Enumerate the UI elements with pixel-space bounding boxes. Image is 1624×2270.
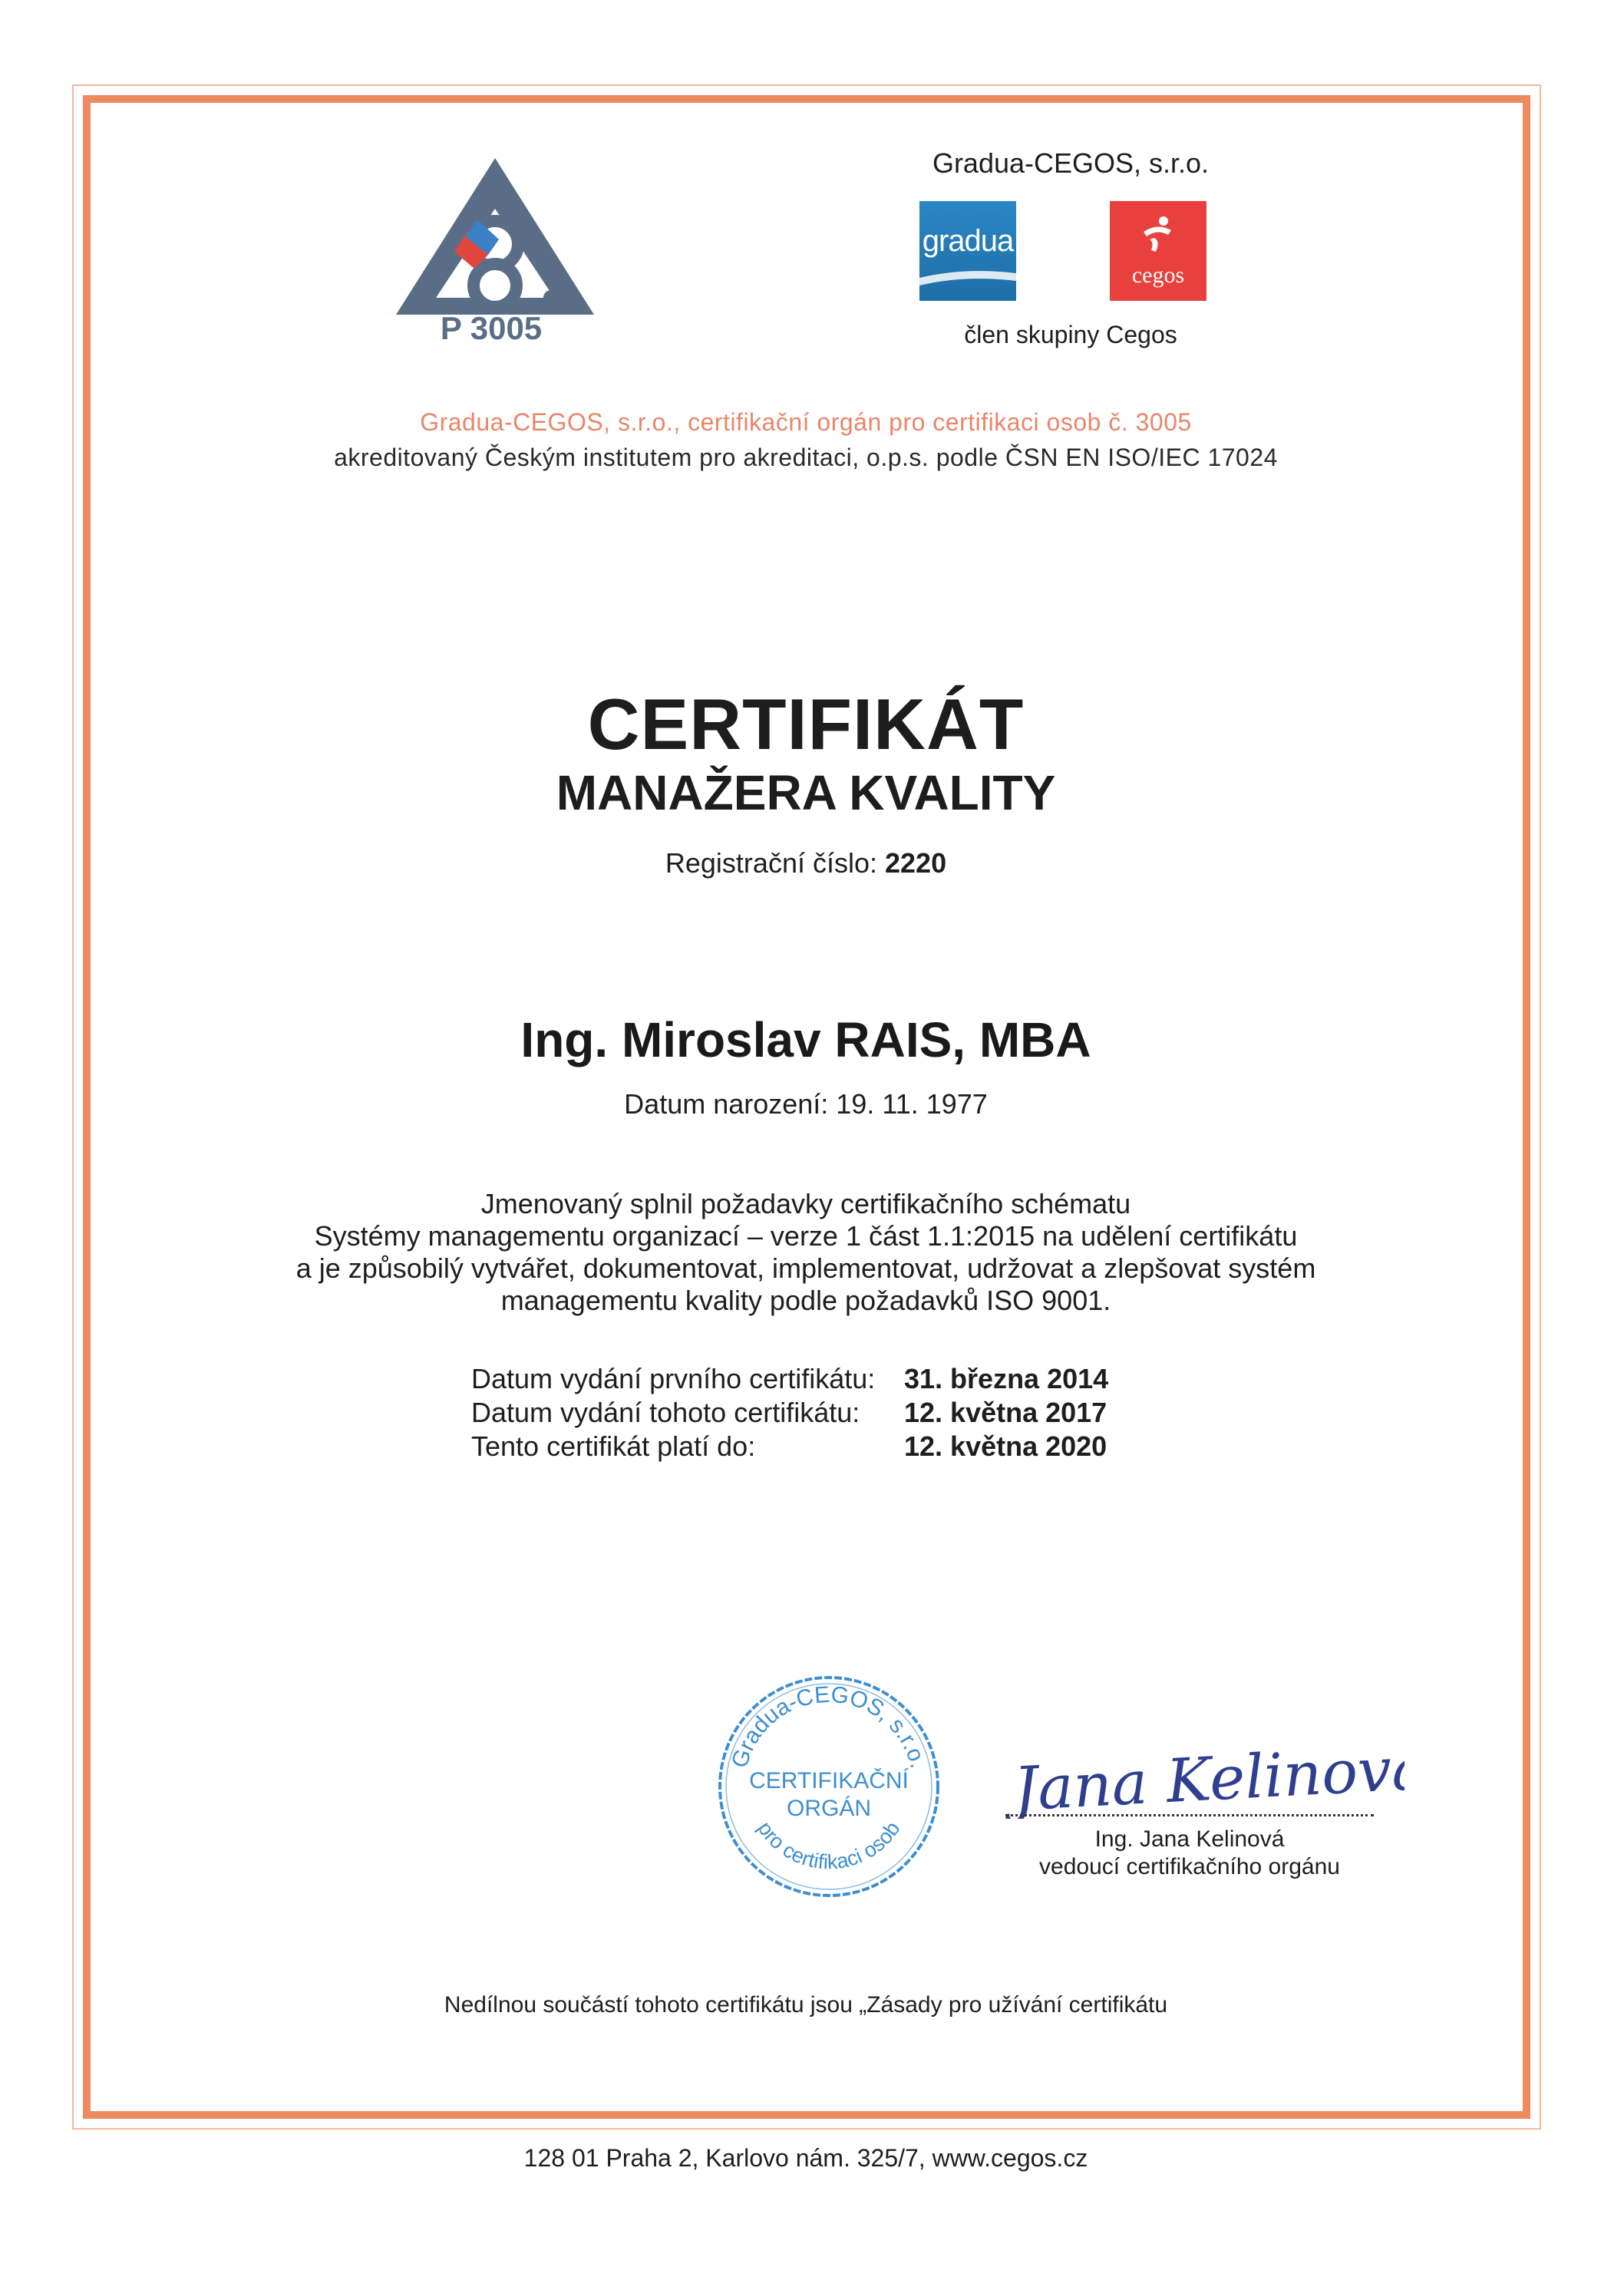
date-label: Tento certifikát platí do:	[471, 1430, 756, 1462]
signature-script: Jana Kelinová	[1012, 1734, 1404, 1819]
date-value: 12. května 2017	[904, 1397, 1107, 1428]
holder-date-of-birth: Datum narození: 19. 11. 1977	[624, 1088, 988, 1120]
date-value: 12. května 2020	[904, 1430, 1107, 1462]
date-label: Datum vydání prvního certifikátu:	[471, 1363, 876, 1394]
gradua-logo	[919, 201, 1016, 301]
registration-label: Registrační číslo:	[665, 847, 877, 879]
gradua-wave-icon	[919, 264, 1016, 295]
signature	[998, 1727, 1404, 1819]
signer-role: vedoucí certifikačního orgánu	[1039, 1854, 1340, 1879]
date-row-first-issue	[471, 1363, 1162, 1397]
date-row-this-issue	[471, 1397, 1162, 1430]
stamp-top-text: Gradua-CEGOS, s.r.o.	[726, 1681, 932, 1771]
cegos-logo	[1110, 201, 1206, 301]
statement-line-3: a je způsobilý vytvářet, dokumentovat, implementovat, udržovat a zlepšovat systém	[295, 1252, 1316, 1284]
statement-line-4: managementu kvality podle požadavků ISO 9001.	[500, 1285, 1111, 1316]
stamp-bottom-text: pro certifikaci osob	[753, 1817, 905, 1874]
stamp-center-line-2: ORGÁN	[786, 1796, 872, 1821]
statement-line-1: Jmenovaný splnil požadavky certifikačního schématu	[480, 1188, 1131, 1219]
date-value: 31. března 2014	[904, 1363, 1109, 1394]
registration-value: 2220	[885, 847, 947, 879]
footnote: Nedílnou součástí tohoto certifikátu jsou „Zásady pro užívání certifikátu	[444, 1992, 1168, 2018]
registration-number	[230, 847, 1381, 879]
issuer-address: 128 01 Praha 2, Karlovo nám. 325/7, www.cegos.cz	[523, 2144, 1088, 2172]
company-name: Gradua-CEGOS, s.r.o.	[932, 147, 1210, 179]
certificate-title: CERTIFIKÁT	[587, 684, 1025, 764]
date-row-valid-until	[471, 1430, 1162, 1464]
signature-line	[1005, 1814, 1374, 1816]
accreditation-line-2: akreditovaný Českým institutem pro akreditaci, o.p.s. podle ČSN EN ISO/IEC 17024	[334, 444, 1278, 471]
statement-line-2: Systémy managementu organizací – verze 1 část 1.1:2015 na udělení certifikátu	[314, 1220, 1298, 1252]
certificate-subtitle: MANAŽERA KVALITY	[556, 765, 1056, 820]
certification-stamp	[714, 1671, 944, 1902]
stamp-center-line-1: CERTIFIKAČNÍ	[749, 1768, 909, 1793]
holder-name: Ing. Miroslav RAIS, MBA	[520, 1012, 1091, 1067]
signer-name: Ing. Jana Kelinová	[1094, 1826, 1285, 1852]
cegos-logo-text: cegos	[1131, 262, 1185, 288]
gradua-logo-text: gradua	[922, 224, 1014, 258]
cegos-figure-icon	[1137, 212, 1179, 258]
accreditation-code: P 3005	[440, 310, 543, 346]
date-label: Datum vydání tohoto certifikátu:	[471, 1397, 860, 1428]
accreditation-line-1: Gradua-CEGOS, s.r.o., certifikační orgán pro certifikaci osob č. 3005	[420, 408, 1192, 436]
group-member-text: člen skupiny Cegos	[964, 321, 1177, 348]
